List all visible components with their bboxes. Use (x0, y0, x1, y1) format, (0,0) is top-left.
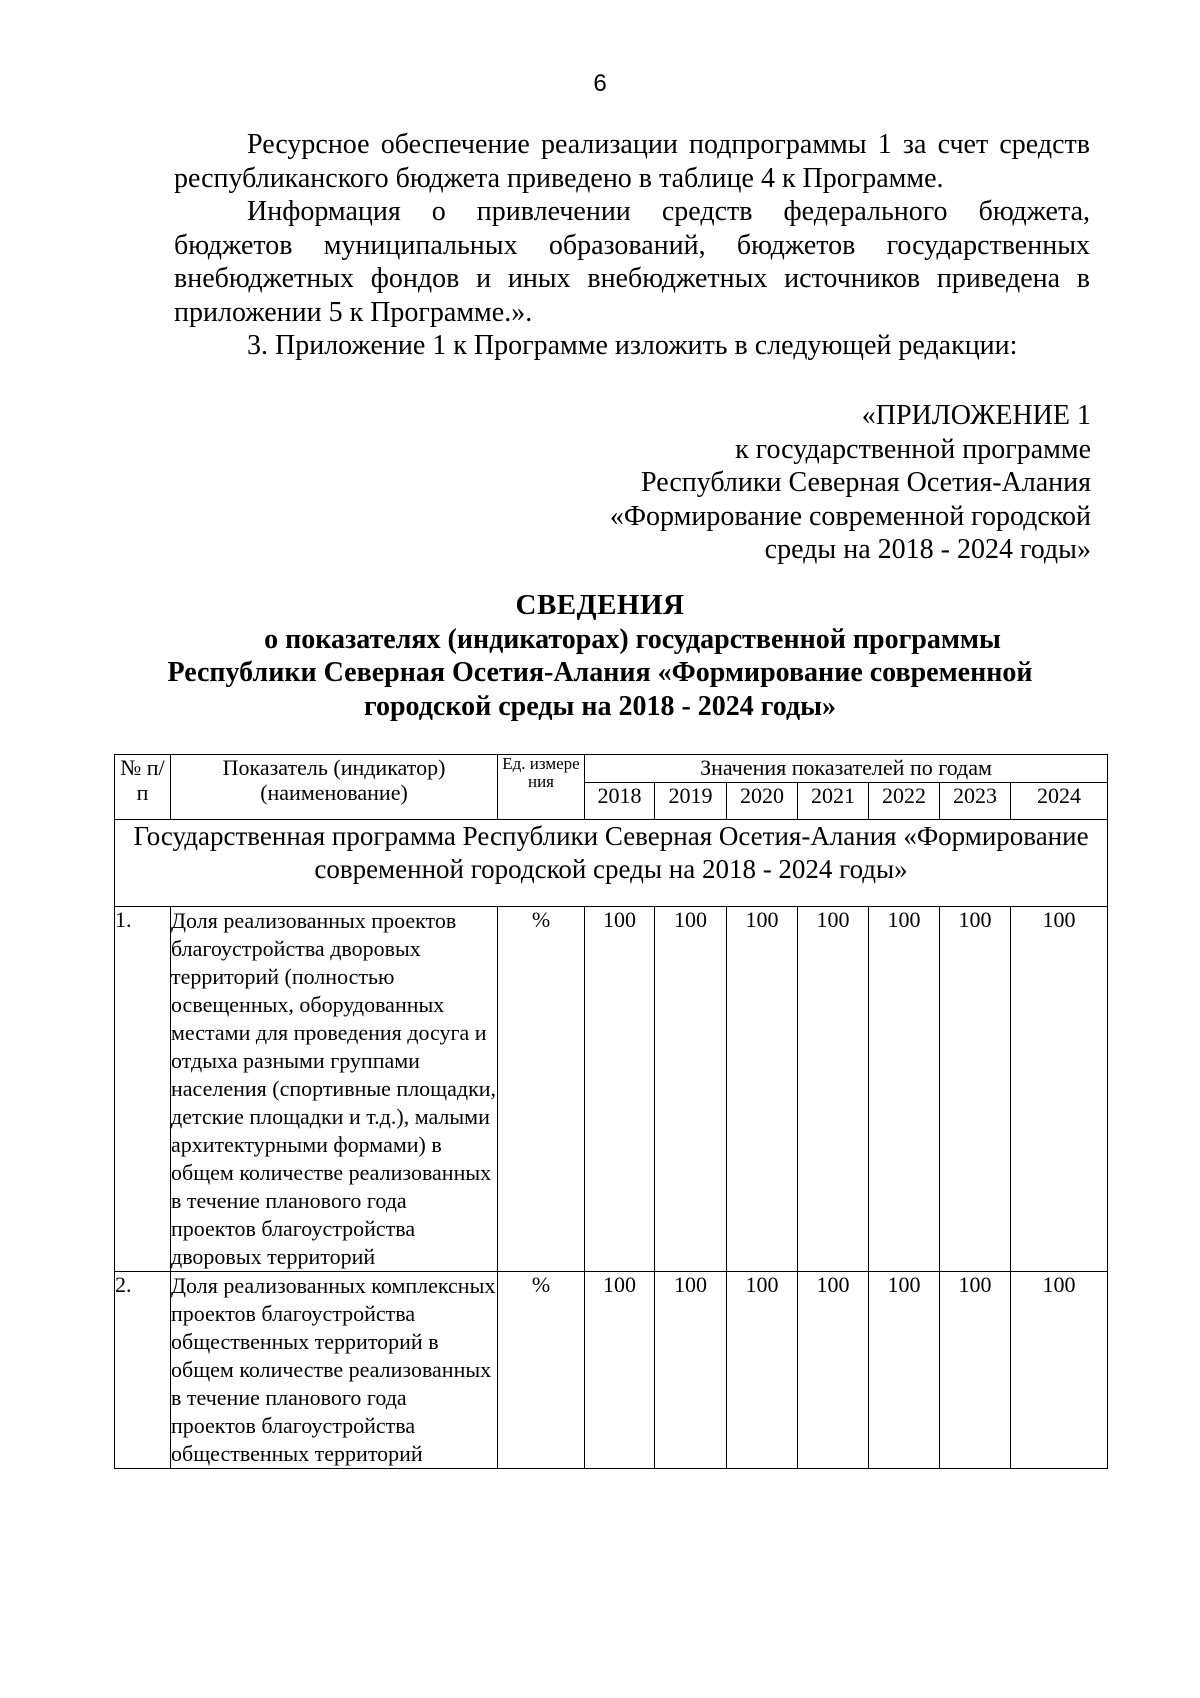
table-row (115, 907, 1108, 1272)
row-value: 100 (727, 907, 798, 1272)
heading-line: Республики Северная Осетия-Алания «Формирование современной (167, 657, 1033, 688)
appendix-line: «ПРИЛОЖЕНИЕ 1 (861, 400, 1091, 431)
appendix-line: к государственной программе (735, 433, 1091, 465)
row-value: 100 (1011, 1272, 1108, 1469)
appendix-line: «Формирование современной городской (609, 500, 1091, 532)
page-number: 6 (593, 70, 607, 97)
body-text (174, 128, 1090, 363)
year-header: 2023 (940, 783, 1011, 820)
appendix-line: среды на 2018 - 2024 годы» (764, 534, 1091, 565)
row-value: 100 (798, 907, 869, 1272)
year-header: 2024 (1011, 783, 1108, 820)
year-header: 2020 (727, 783, 798, 820)
col-values-header: Значения показателей по годам (585, 755, 1108, 783)
year-header: 2022 (869, 783, 940, 820)
document-heading (140, 589, 1060, 723)
row-unit: % (498, 1272, 585, 1469)
heading-title: СВЕДЕНИЯ (515, 589, 685, 621)
heading-line: о показателях (индикаторах) государственной программы (264, 623, 1001, 655)
row-indicator-name: Доля реализованных проектов благоустройства дворовых территорий (полностью освещенных, оборудованных местами для проведения досуга и отдыха разными группами населения (спортивные площадки, детские площадки и т.д.), малыми архитектурными формами) в общем количестве реализованных в течение планового года проектов благоустройства дворовых территорий (171, 907, 498, 1272)
row-value: 100 (585, 907, 655, 1272)
section-row (115, 820, 1108, 907)
header-row (115, 755, 1108, 783)
appendix-line: Республики Северная Осетия-Алания (641, 467, 1091, 498)
col-num-header: № п/п (115, 755, 171, 820)
row-value: 100 (655, 907, 727, 1272)
paragraph: Информация о привлечении средств федерального бюджета, бюджетов муниципальных образований, бюджетов государственных внебюджетных фондов и иных внебюджетных источников приведена в приложении 5 к Программе.». (174, 196, 1090, 328)
row-value: 100 (1011, 907, 1108, 1272)
row-value: 100 (869, 1272, 940, 1469)
heading-line: городской среды на 2018 - 2024 годы» (363, 690, 837, 722)
row-value: 100 (940, 1272, 1011, 1469)
row-value: 100 (655, 1272, 727, 1469)
paragraph: Ресурсное обеспечение реализации подпрограммы 1 за счет средств республиканского бюджета приведено в таблице 4 к Программе. (174, 129, 1090, 194)
row-value: 100 (585, 1272, 655, 1469)
row-unit: % (498, 907, 585, 1272)
row-value: 100 (869, 907, 940, 1272)
section-title: Государственная программа Республики Северная Осетия-Алания «Формирование современной городской среды на 2018 - 2024 годы» (115, 820, 1108, 907)
col-unit-header: Ед. измере ния (498, 755, 585, 820)
row-value: 100 (727, 1272, 798, 1469)
appendix-block (610, 399, 1091, 567)
row-number: 2. (115, 1272, 171, 1469)
row-value: 100 (798, 1272, 869, 1469)
year-header: 2018 (585, 783, 655, 820)
row-value: 100 (940, 907, 1011, 1272)
year-header: 2019 (655, 783, 727, 820)
year-header: 2021 (798, 783, 869, 820)
table-row (115, 1272, 1108, 1469)
row-number: 1. (115, 907, 171, 1272)
col-name-header: Показатель (индикатор) (наименование) (171, 755, 498, 820)
paragraph: 3. Приложение 1 к Программе изложить в следующей редакции: (247, 330, 1018, 361)
row-indicator-name: Доля реализованных комплексных проектов благоустройства общественных территорий в общем количестве реализованных в течение планового года проектов благоустройства общественных территорий (171, 1272, 498, 1469)
indicators-table (114, 754, 1108, 1469)
